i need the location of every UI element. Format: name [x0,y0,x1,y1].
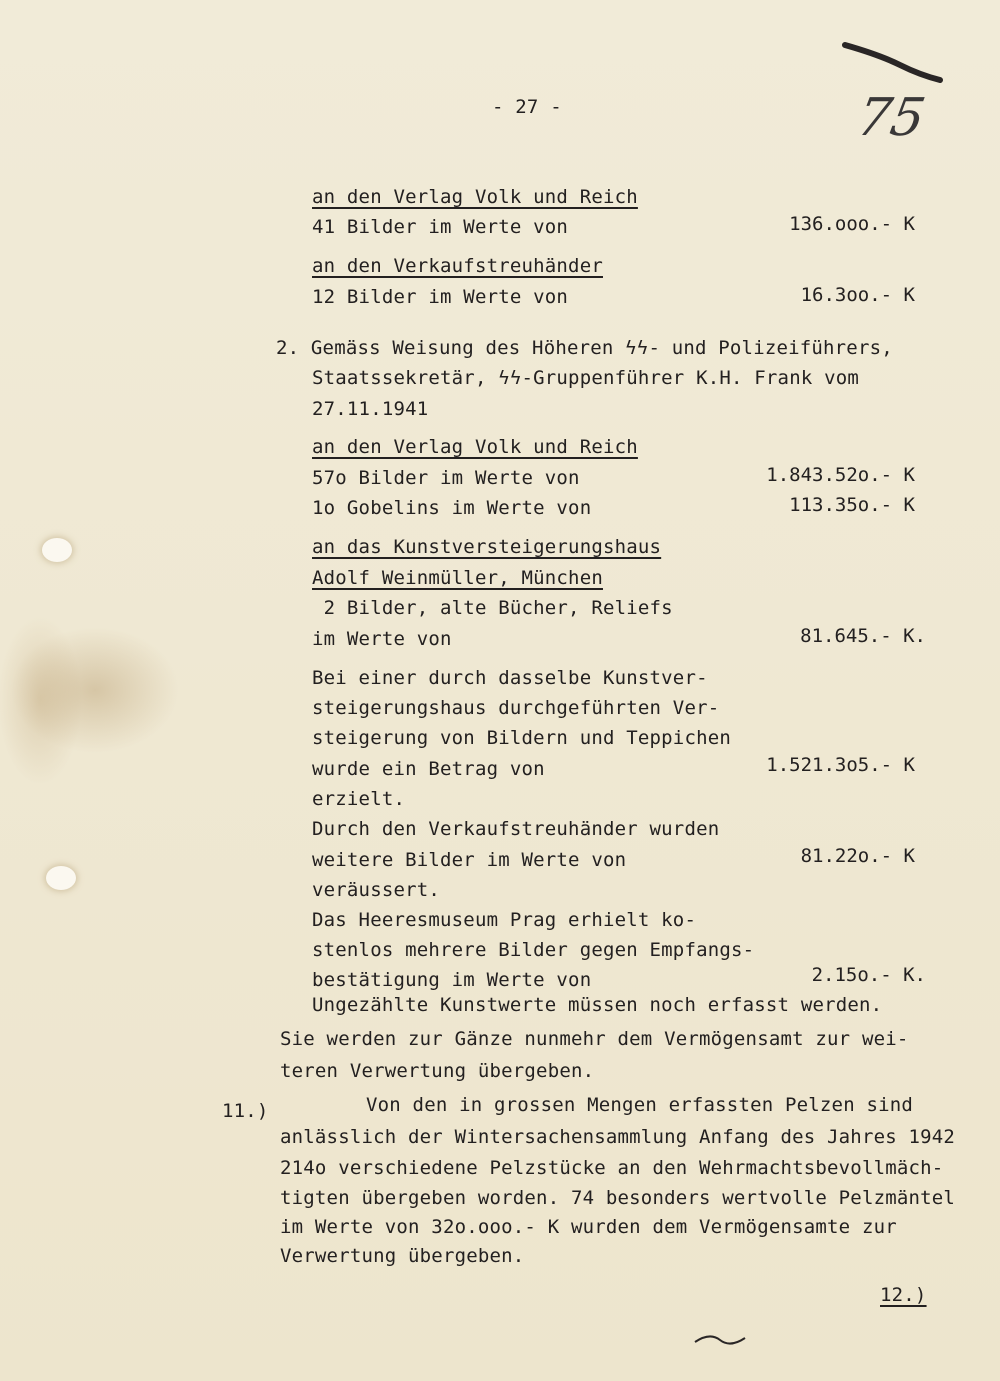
text-line: an den Verlag Volk und Reich [312,186,638,208]
ink-scribble [840,30,960,90]
text-line: steigerungshaus durchgeführten Ver- [312,697,720,719]
text-line: 57o Bilder im Werte von [312,467,580,489]
amount: 113.35o.- K [789,494,915,516]
text-line: wurde ein Betrag von [312,758,545,780]
text-line: teren Verwertung übergeben. [280,1060,595,1082]
folio-number: 75 [852,88,930,148]
amount: 2.15o.- K. [811,964,926,986]
text-line: veräussert. [312,879,441,901]
text-line: 1o Gobelins im Werte von [312,497,592,519]
text-line: stenlos mehrere Bilder gegen Empfangs- [312,939,755,961]
amount: 81.645.- K. [800,625,926,647]
text-line: an das Kunstversteigerungshaus [312,536,662,558]
text-line: Adolf Weinmüller, München [312,567,603,589]
amount: 81.22o.- K [800,845,915,867]
text-line: Das Heeresmuseum Prag erhielt ko- [312,909,697,931]
text-line: Durch den Verkaufstreuhänder wurden [312,818,720,840]
punch-hole-bottom [46,866,76,890]
next-section-marker: 12.) [880,1284,927,1306]
text-line: Staatssekretär, ϟϟ-Gruppenführer K.H. Frank vom [312,367,860,389]
amount: 136.ooo.- K [789,213,915,235]
text-line: Verwertung übergeben. [280,1245,525,1267]
text-line: im Werte von 32o.ooo.- K wurden dem Vermögensamte zur [280,1216,897,1238]
text-line: weitere Bilder im Werte von [312,849,627,871]
text-line: Bei einer durch dasselbe Kunstver- [312,667,708,689]
section-marker: 11.) [222,1100,269,1122]
text-line: tigten übergeben worden. 74 besonders wertvolle Pelzmäntel [280,1187,956,1209]
text-line: 41 Bilder im Werte von [312,216,569,238]
text-line: Ungezählte Kunstwerte müssen noch erfasst werden. [312,994,883,1016]
ink-mark [690,1330,750,1350]
text-line: anlässlich der Wintersachensammlung Anfang des Jahres 1942 [280,1126,956,1148]
text-line: 2. Gemäss Weisung des Höheren ϟϟ- und Polizeiführers, [276,337,893,359]
text-line: im Werte von [312,628,452,650]
amount: 1.843.52o.- K [766,464,915,486]
text-line: Von den in grossen Mengen erfassten Pelzen sind [366,1094,914,1116]
text-line: steigerung von Bildern und Teppichen [312,727,732,749]
text-line: 27.11.1941 [312,398,429,420]
text-line: erzielt. [312,788,406,810]
text-line: 12 Bilder im Werte von [312,286,569,308]
text-line: bestätigung im Werte von [312,969,592,991]
punch-hole-top [42,538,72,562]
text-line: an den Verkaufstreuhänder [312,255,603,277]
text-line: Sie werden zur Gänze nunmehr dem Vermögensamt zur wei- [280,1028,909,1050]
text-line: 2 Bilder, alte Bücher, Reliefs [312,597,673,619]
text-line: an den Verlag Volk und Reich [312,436,638,458]
page-number: - 27 - [492,96,562,118]
amount: 16.3oo.- K [800,284,915,306]
text-line: 214o verschiedene Pelzstücke an den Wehrmachtsbevollmäch- [280,1157,944,1179]
amount: 1.521.3o5.- K [766,754,915,776]
